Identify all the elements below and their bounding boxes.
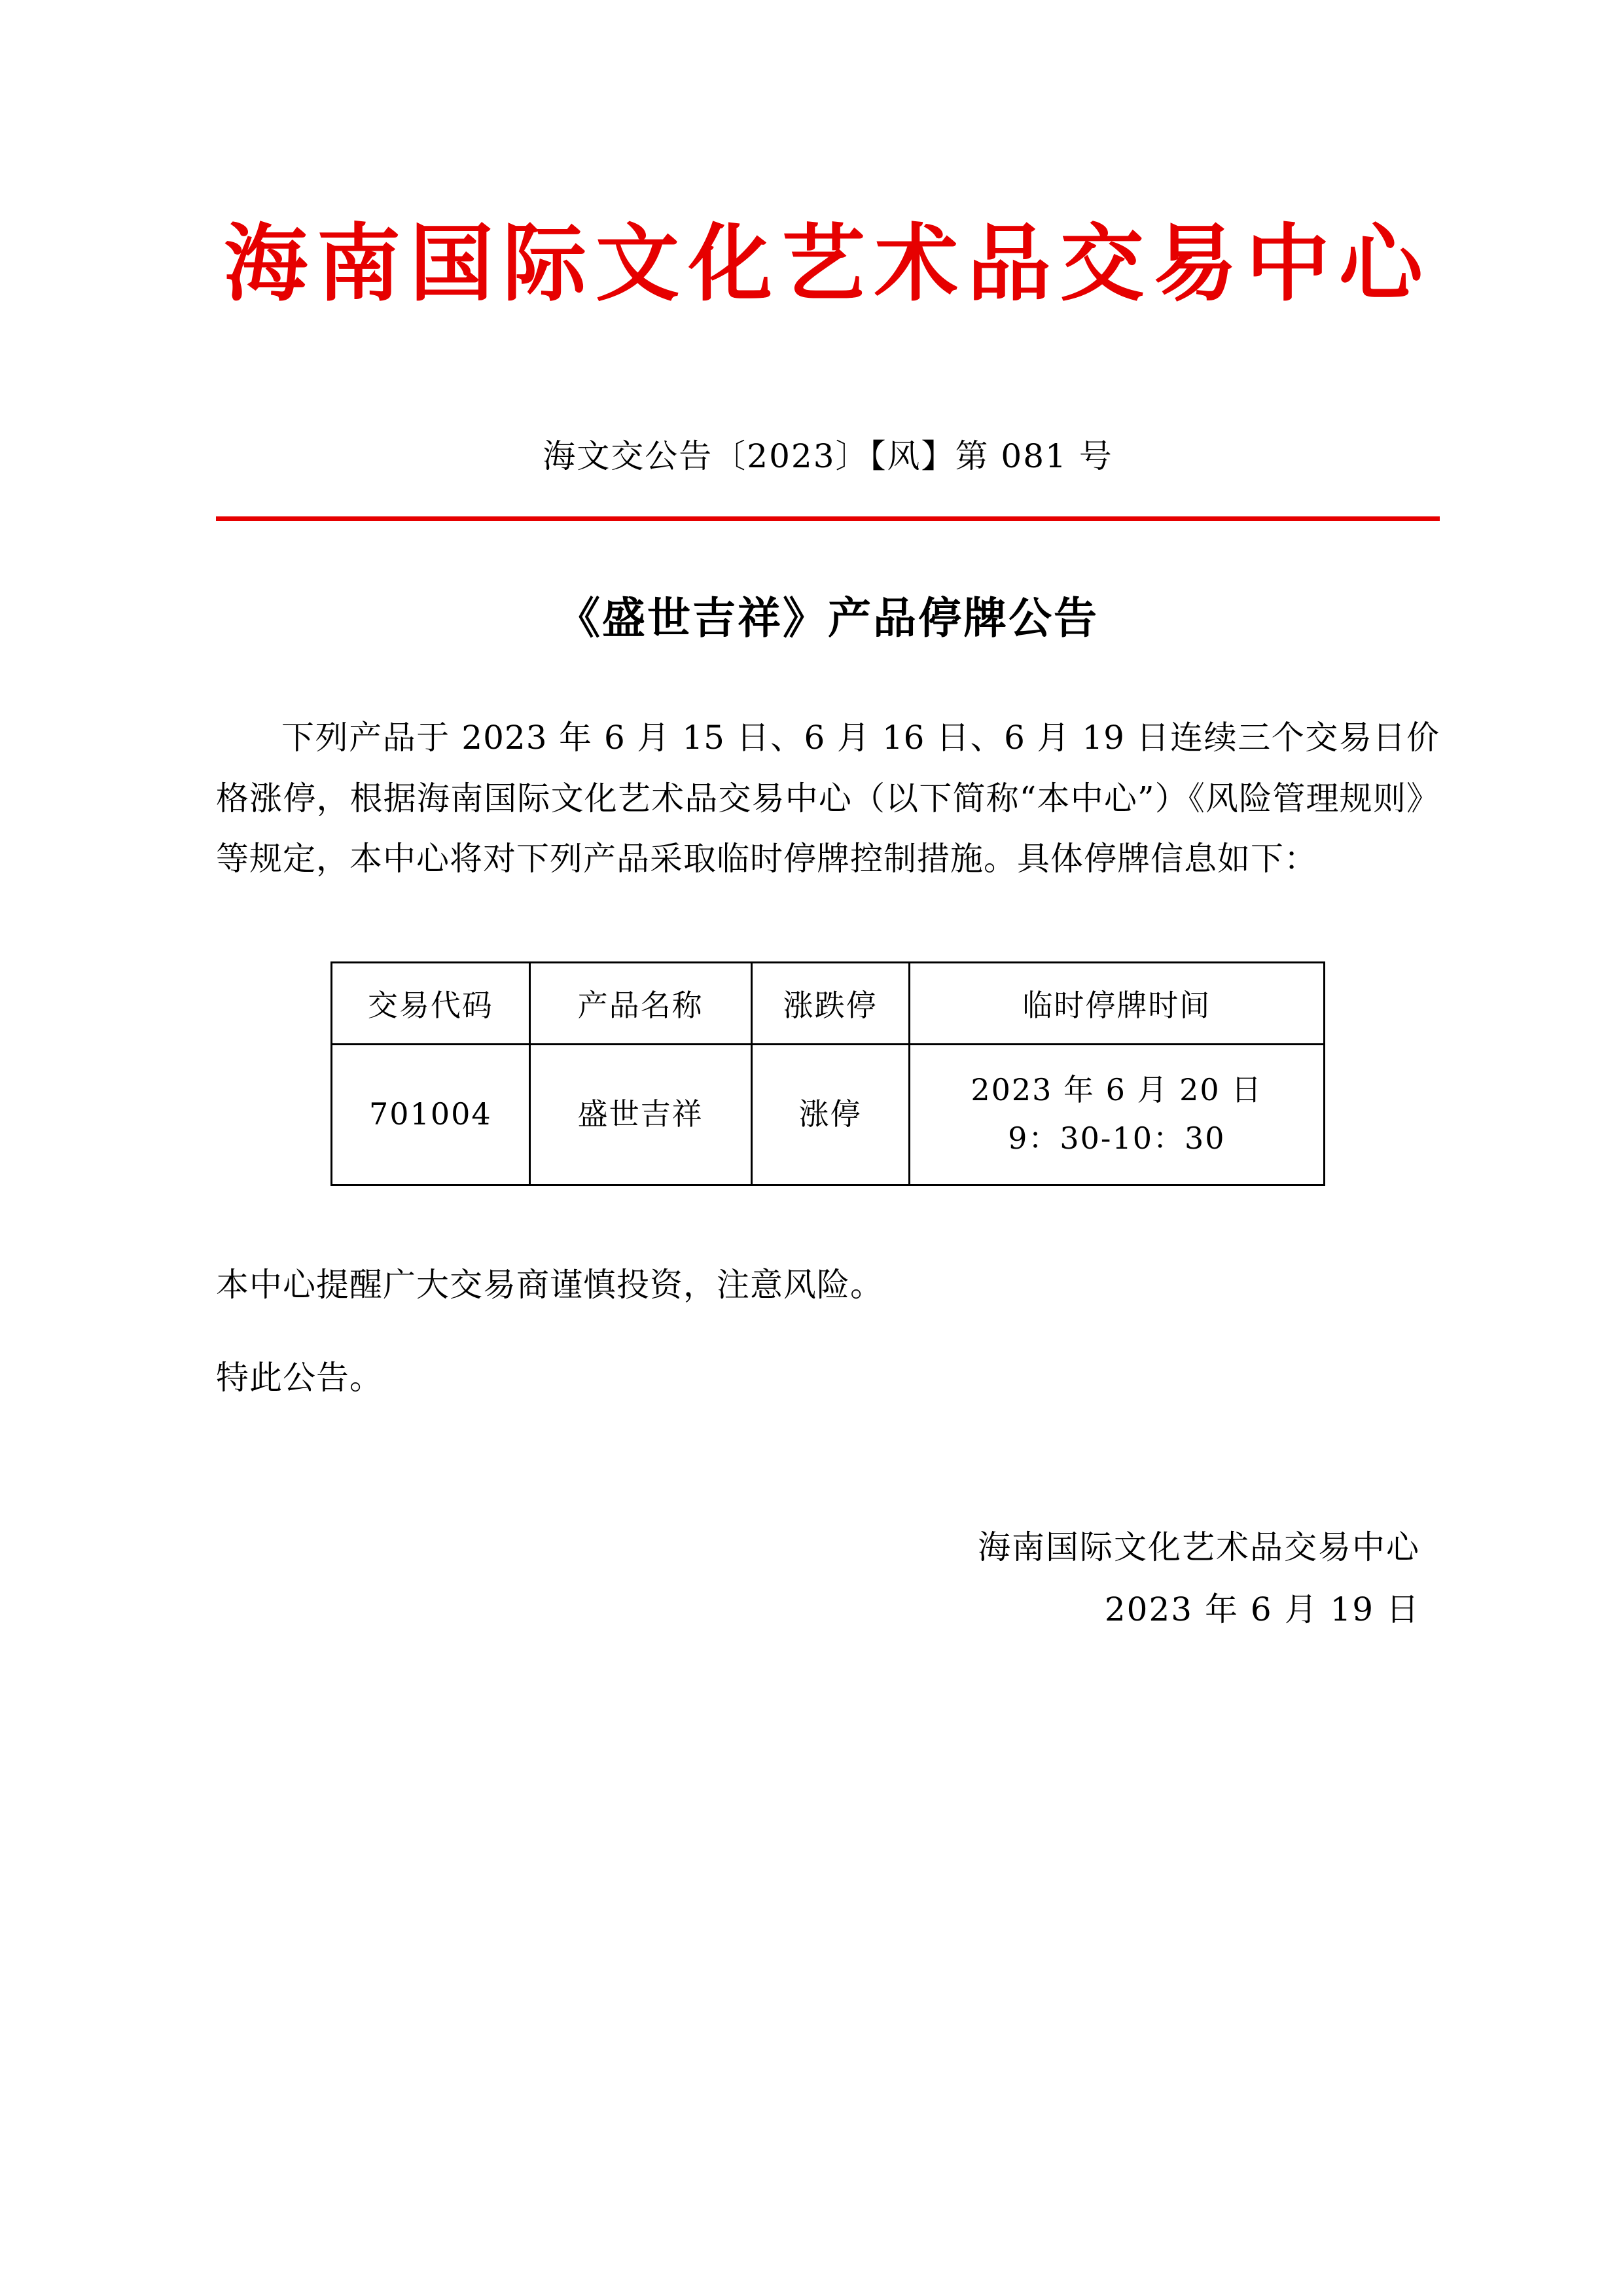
table-header-limit: 涨跌停 bbox=[751, 962, 909, 1044]
signature-organization: 海南国际文化艺术品交易中心 bbox=[978, 1528, 1420, 1566]
suspension-range: 9：30-10：30 bbox=[1008, 1120, 1226, 1156]
suspension-date: 2023 年 6 月 20 日 bbox=[971, 1072, 1263, 1108]
closing-block bbox=[216, 1255, 1440, 1408]
page-title: 《盛世吉祥》产品停牌公告 bbox=[557, 592, 1099, 644]
closing-line-1: 本中心提醒广大交易商谨慎投资，注意风险。 bbox=[216, 1265, 883, 1304]
red-divider-rule bbox=[216, 516, 1440, 521]
signature-date: 2023 年 6 月 19 日 bbox=[1104, 1590, 1420, 1628]
suspension-info-table bbox=[330, 961, 1325, 1186]
notice-table-wrapper bbox=[216, 961, 1440, 1186]
closing-line-2: 特此公告。 bbox=[216, 1359, 383, 1397]
cell-limit-status: 涨停 bbox=[751, 1044, 909, 1185]
body-text-block bbox=[216, 708, 1440, 889]
masthead-organization-title: 海南国际文化艺术品交易中心 bbox=[223, 215, 1432, 313]
table-header bbox=[332, 962, 1325, 1044]
document-number: 海文交公告〔2023〕【风】第 081 号 bbox=[543, 437, 1113, 476]
table-header-row bbox=[332, 962, 1325, 1044]
cell-trade-code: 701004 bbox=[332, 1044, 530, 1185]
cell-product-name: 盛世吉祥 bbox=[529, 1044, 751, 1185]
signature-block bbox=[216, 1516, 1440, 1641]
table-header-code: 交易代码 bbox=[332, 962, 530, 1044]
table-header-time: 临时停牌时间 bbox=[909, 962, 1324, 1044]
body-paragraph-1: 下列产品于 2023 年 6 月 15 日、6 月 16 日、6 月 19 日连续三个交易日价格涨停，根据海南国际文化艺术品交易中心（以下简称“本中心”）《风险管理规则》等规定，本中心将对下列产品采取临时停牌控制措施。具体停牌信息如下： bbox=[216, 719, 1440, 878]
cell-suspension-time bbox=[909, 1044, 1324, 1185]
table-body bbox=[332, 1044, 1325, 1185]
table-row bbox=[332, 1044, 1325, 1185]
table-header-name: 产品名称 bbox=[529, 962, 751, 1044]
document-content bbox=[216, 0, 1440, 1641]
